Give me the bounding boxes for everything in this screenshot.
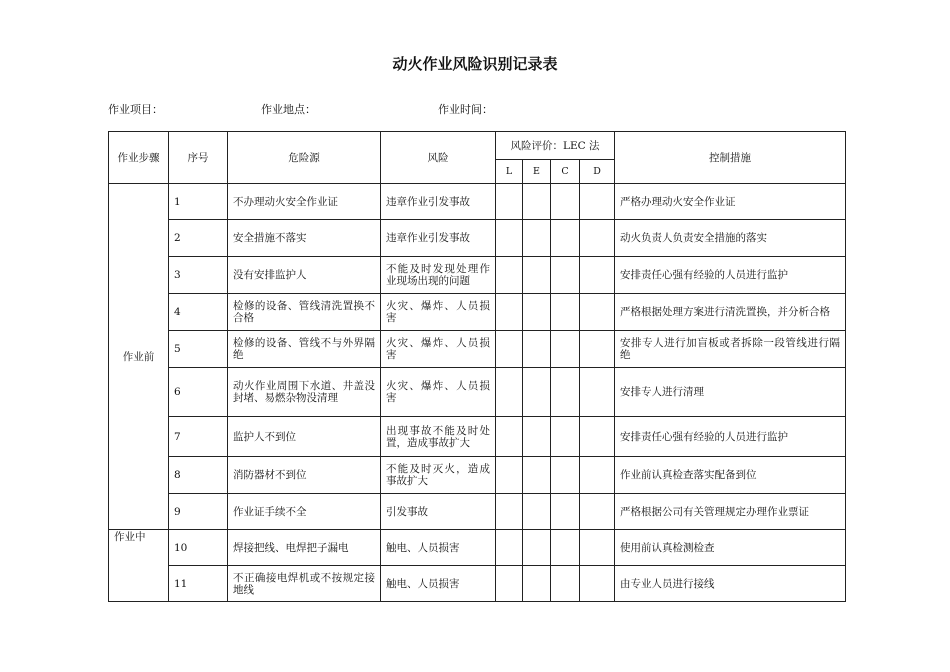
- row-l: [496, 494, 523, 530]
- row-c: [551, 494, 580, 530]
- row-d: [580, 294, 615, 331]
- row-control: 动火负责人负责安全措施的落实: [615, 220, 846, 257]
- row-c: [551, 184, 580, 220]
- row-risk: 不能及时灭火，造成事故扩大: [381, 457, 496, 494]
- row-l: [496, 368, 523, 417]
- row-no: 11: [169, 566, 228, 602]
- header-l: L: [496, 160, 523, 184]
- row-risk: 火灾、爆炸、人员损害: [381, 331, 496, 368]
- row-control: 安排专人进行清理: [615, 368, 846, 417]
- row-risk: 火灾、爆炸、人员损害: [381, 368, 496, 417]
- project-label: 作业项目：: [108, 103, 163, 116]
- row-e: [523, 530, 551, 566]
- header-row-1: [109, 132, 846, 160]
- row-d: [580, 257, 615, 294]
- row-e: [523, 566, 551, 602]
- row-hazard: 不正确接电焊机或不按规定接地线: [228, 566, 381, 602]
- row-hazard: 焊接把线、电焊把子漏电: [228, 530, 381, 566]
- row-l: [496, 566, 523, 602]
- row-c: [551, 257, 580, 294]
- row-d: [580, 331, 615, 368]
- row-no: 7: [169, 417, 228, 457]
- row-l: [496, 530, 523, 566]
- table-row: [109, 294, 846, 331]
- row-d: [580, 368, 615, 417]
- row-c: [551, 566, 580, 602]
- table-row: [109, 331, 846, 368]
- table-row: [109, 368, 846, 417]
- row-no: 5: [169, 331, 228, 368]
- risk-table: [108, 131, 846, 602]
- row-no: 4: [169, 294, 228, 331]
- header-control: 控制措施: [615, 132, 846, 184]
- row-no: 3: [169, 257, 228, 294]
- row-hazard: 检修的设备、管线不与外界隔绝: [228, 331, 381, 368]
- row-control: 严格根据公司有关管理规定办理作业票证: [615, 494, 846, 530]
- row-control: 安排责任心强有经验的人员进行监护: [615, 257, 846, 294]
- row-c: [551, 368, 580, 417]
- row-e: [523, 368, 551, 417]
- header-c: C: [551, 160, 580, 184]
- row-c: [551, 220, 580, 257]
- row-e: [523, 184, 551, 220]
- row-hazard: 监护人不到位: [228, 417, 381, 457]
- row-d: [580, 417, 615, 457]
- row-l: [496, 417, 523, 457]
- row-risk: 火灾、爆炸、人员损害: [381, 294, 496, 331]
- header-evaluation: 风险评价：LEC 法: [496, 132, 615, 160]
- row-no: 9: [169, 494, 228, 530]
- stage-during: 作业中: [109, 530, 169, 602]
- row-risk: 违章作业引发事故: [381, 184, 496, 220]
- page-title: 动火作业风险识别记录表: [392, 55, 558, 73]
- row-c: [551, 294, 580, 331]
- row-control: 作业前认真检查落实配备到位: [615, 457, 846, 494]
- header-no: 序号: [169, 132, 228, 184]
- row-e: [523, 220, 551, 257]
- row-hazard: 消防器材不到位: [228, 457, 381, 494]
- row-d: [580, 530, 615, 566]
- row-l: [496, 220, 523, 257]
- header-e: E: [523, 160, 551, 184]
- row-e: [523, 294, 551, 331]
- table-row: [109, 494, 846, 530]
- table-row: [109, 457, 846, 494]
- table-row: [109, 530, 846, 566]
- row-risk: 触电、人员损害: [381, 530, 496, 566]
- row-no: 1: [169, 184, 228, 220]
- row-no: 10: [169, 530, 228, 566]
- row-risk: 出现事故不能及时处置，造成事故扩大: [381, 417, 496, 457]
- table-row: [109, 220, 846, 257]
- table-row: [109, 184, 846, 220]
- row-c: [551, 417, 580, 457]
- row-risk: 引发事故: [381, 494, 496, 530]
- row-c: [551, 331, 580, 368]
- row-l: [496, 184, 523, 220]
- table-row: [109, 566, 846, 602]
- row-d: [580, 566, 615, 602]
- row-d: [580, 457, 615, 494]
- row-hazard: 没有安排监护人: [228, 257, 381, 294]
- row-e: [523, 257, 551, 294]
- location-label: 作业地点：: [261, 103, 316, 116]
- row-e: [523, 457, 551, 494]
- row-control: 由专业人员进行接线: [615, 566, 846, 602]
- row-l: [496, 457, 523, 494]
- row-e: [523, 494, 551, 530]
- row-l: [496, 257, 523, 294]
- row-l: [496, 294, 523, 331]
- header-risk: 风险: [381, 132, 496, 184]
- time-label: 作业时间：: [438, 103, 493, 116]
- row-no: 8: [169, 457, 228, 494]
- row-no: 6: [169, 368, 228, 417]
- row-risk: 违章作业引发事故: [381, 220, 496, 257]
- row-d: [580, 184, 615, 220]
- row-control: 安排责任心强有经验的人员进行监护: [615, 417, 846, 457]
- header-hazard: 危险源: [228, 132, 381, 184]
- row-risk: 触电、人员损害: [381, 566, 496, 602]
- table-row: [109, 257, 846, 294]
- row-hazard: 安全措施不落实: [228, 220, 381, 257]
- row-hazard: 不办理动火安全作业证: [228, 184, 381, 220]
- row-control: 严格办理动火安全作业证: [615, 184, 846, 220]
- row-l: [496, 331, 523, 368]
- row-d: [580, 494, 615, 530]
- row-e: [523, 417, 551, 457]
- header-d: D: [580, 160, 615, 184]
- row-d: [580, 220, 615, 257]
- table-row: [109, 417, 846, 457]
- row-risk: 不能及时发现处理作业现场出现的问题: [381, 257, 496, 294]
- row-hazard: 检修的设备、管线清洗置换不合格: [228, 294, 381, 331]
- row-e: [523, 331, 551, 368]
- row-control: 安排专人进行加盲板或者拆除一段管线进行隔绝: [615, 331, 846, 368]
- row-hazard: 动火作业周围下水道、井盖没封堵、易燃杂物没清理: [228, 368, 381, 417]
- header-step: 作业步骤: [109, 132, 169, 184]
- row-control: 严格根据处理方案进行清洗置换，并分析合格: [615, 294, 846, 331]
- stage-before: 作业前: [109, 184, 169, 530]
- row-c: [551, 457, 580, 494]
- row-no: 2: [169, 220, 228, 257]
- row-c: [551, 530, 580, 566]
- row-control: 使用前认真检测检查: [615, 530, 846, 566]
- row-hazard: 作业证手续不全: [228, 494, 381, 530]
